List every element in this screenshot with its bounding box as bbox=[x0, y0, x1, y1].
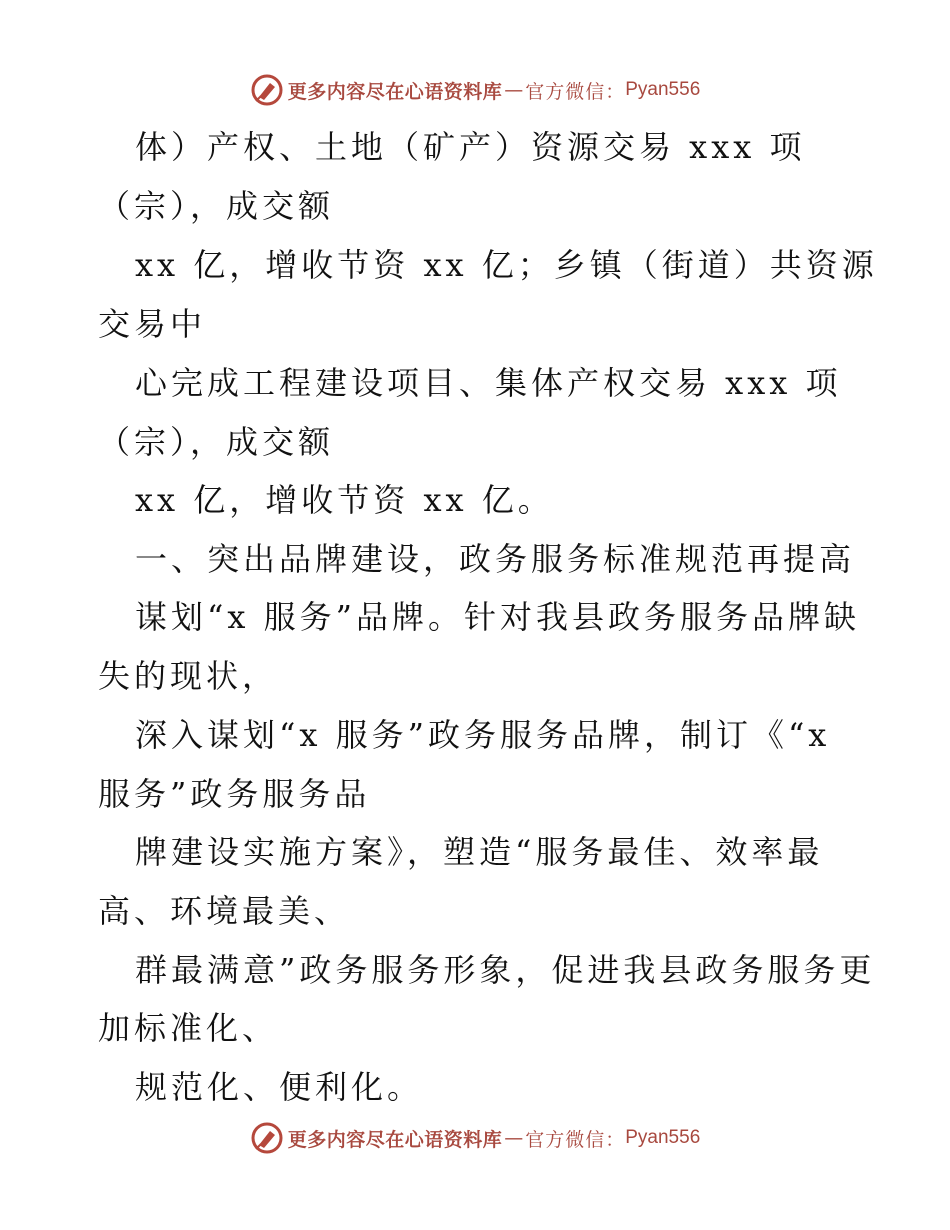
text-line: 服务”政务服务品 bbox=[98, 775, 371, 813]
text-line: xx 亿，增收节资 xx 亿；乡镇（街道）共资源 bbox=[135, 246, 878, 284]
text-line: （宗），成交额 bbox=[98, 187, 335, 225]
site-name: 更多内容尽在心语资料库 bbox=[287, 1128, 503, 1151]
text-line: 高、环境最美、 bbox=[98, 892, 351, 930]
site-name: 更多内容尽在心语资料库 bbox=[287, 80, 503, 103]
text-line: 交易中 bbox=[98, 305, 207, 343]
separator-dash: — bbox=[504, 79, 524, 101]
section-heading: 一、突出品牌建设，政务服务标准规范再提高 bbox=[135, 540, 856, 578]
separator-dash: — bbox=[504, 1127, 524, 1149]
footer-banner bbox=[0, 1118, 950, 1158]
text-line: 加标准化、 bbox=[98, 1009, 279, 1047]
wechat-id: Pyan556 bbox=[625, 79, 701, 100]
wechat-label: 官方微信： bbox=[525, 1128, 626, 1151]
text-line: 体）产权、土地（矿产）资源交易 xxx 项 bbox=[135, 128, 806, 166]
text-line: 失的现状， bbox=[98, 657, 279, 695]
library-logo-icon bbox=[250, 1121, 284, 1155]
wechat-id: Pyan556 bbox=[625, 1127, 701, 1148]
text-line: 心完成工程建设项目、集体产权交易 xxx 项 bbox=[135, 364, 842, 402]
text-line: 谋划“x 服务”品牌。针对我县政务服务品牌缺 bbox=[135, 598, 860, 636]
text-line: （宗），成交额 bbox=[98, 423, 335, 461]
text-line: 群最满意”政务服务形象，促进我县政务服务更 bbox=[135, 951, 876, 989]
text-line: 规范化、便利化。 bbox=[135, 1068, 424, 1106]
wechat-label: 官方微信： bbox=[525, 80, 626, 103]
text-line: 深入谋划“x 服务”政务服务品牌，制订《“x bbox=[135, 716, 831, 754]
text-line: 牌建设实施方案》，塑造“服务最佳、效率最 bbox=[135, 833, 824, 871]
text-line: xx 亿，增收节资 xx 亿。 bbox=[135, 481, 554, 519]
